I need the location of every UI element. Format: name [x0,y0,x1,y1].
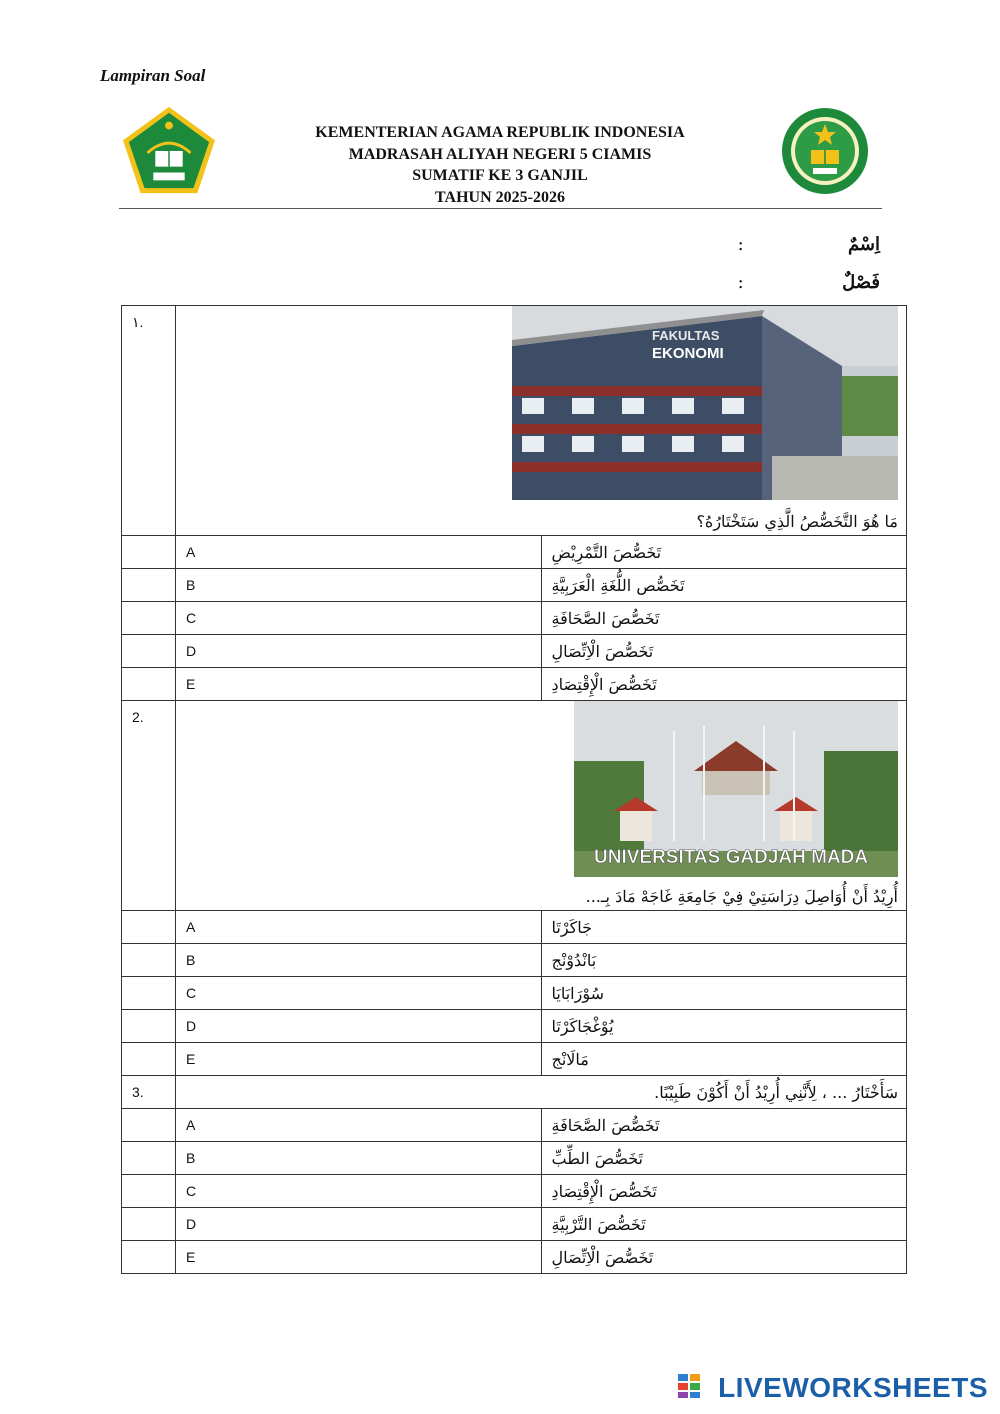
option-row[interactable] [122,1241,907,1274]
class-row [620,272,880,293]
header-exam: SUMATIF KE 3 GANJIL [412,167,588,184]
question-3-row [122,1076,907,1109]
option-row[interactable] [122,1109,907,1142]
question-2-stem-cell [176,701,907,911]
option-letter: B [176,1142,542,1175]
name-row [620,234,880,255]
photo-sign-ekonomi: EKONOMI [652,345,724,362]
option-letter: D [176,1010,542,1043]
option-letter: C [176,977,542,1010]
header-school: MADRASAH ALIYAH NEGERI 5 CIAMIS [348,145,652,163]
question-number: 2. [122,701,176,911]
name-colon: : [737,234,744,255]
option-row[interactable] [122,1010,907,1043]
header-divider [119,208,882,209]
option-letter: E [176,668,542,701]
question-1-stem-cell [176,306,907,536]
option-row[interactable] [122,1208,907,1241]
photo-sign-fakultas: FAKULTAS [652,328,720,343]
name-label: اِسْمٌ [847,234,880,255]
question-1-row [122,306,907,536]
question-number: ١. [122,306,176,536]
header-year: TAHUN 2025-2026 [435,188,565,206]
class-label: فَصْلٌ [842,272,880,293]
option-row[interactable] [122,1175,907,1208]
option-letter: C [176,1175,542,1208]
option-text[interactable]: تَخَصُّصَ الْإِقْتِصَادِ [541,1175,907,1208]
option-letter: D [176,1208,542,1241]
option-row[interactable] [122,1142,907,1175]
option-text[interactable]: تَخَصُّصَ التَّمْرِيْضِ [541,536,907,569]
questions-table [121,305,907,1274]
option-text[interactable]: تَخَصُّصَ التَّرْبِيَّةِ [541,1208,907,1241]
option-letter: A [176,911,542,944]
option-text[interactable]: تَخَصُّصَ الطِّبِّ [541,1142,907,1175]
option-text[interactable]: تَخَصُّصَ الصَّحَافَةِ [541,1109,907,1142]
option-row[interactable] [122,602,907,635]
question-number: 3. [122,1076,176,1109]
option-letter: B [176,569,542,602]
question-stem: أُرِيْدُ أَنْ أُوَاصِلَ دِرَاسَتِيْ فِيْ جَامِعَةِ غَاجَهْ مَادَ بِـ... [585,887,898,906]
class-colon: : [737,272,744,293]
option-text[interactable]: تَخَصُّصَ الْاِتِّصَالِ [541,635,907,668]
option-row[interactable] [122,944,907,977]
question-stem: سَأَخْتَارُ ... ، لِأَنَّنِي أُرِيْدُ أَنْ أَكُوْنَ طَبِيْبًا. [654,1083,898,1102]
header-ministry: KEMENTERIAN AGAMA REPUBLIK INDONESIA [315,124,685,141]
lampiran-label: Lampiran Soal [100,66,206,85]
option-text[interactable]: جَاكَرْتَا [541,911,907,944]
option-text[interactable]: تَخَصُّصَ الْاِتِّصَالِ [541,1241,907,1274]
option-text[interactable]: تَخَصُّصَ الصَّحَافَةِ [541,602,907,635]
kemenag-logo-icon [120,104,218,196]
faculty-building-photo [512,306,898,500]
ugm-campus-photo [574,701,898,877]
option-row[interactable] [122,1043,907,1076]
option-text[interactable]: مَالَانْج [541,1043,907,1076]
liveworksheets-brand[interactable]: LIVEWORKSHEETS [718,1372,988,1403]
document-header [250,122,750,208]
option-row[interactable] [122,911,907,944]
option-letter: E [176,1043,542,1076]
liveworksheets-icon [678,1374,700,1398]
question-stem: مَا هُوَ التَّخَصُّصُ الَّذِي سَتَخْتَارُهُ؟ [696,512,898,531]
option-letter: E [176,1241,542,1274]
option-text[interactable]: يُوْغْجَاكَرْتَا [541,1010,907,1043]
question-2-row [122,701,907,911]
option-text[interactable]: تَخَصُّص اللُّغَةِ الْعَرَبِيَّةِ [541,569,907,602]
school-seal-icon [780,106,870,196]
option-row[interactable] [122,977,907,1010]
option-text[interactable]: تَخَصُّصَ الْإِقْتِصَادِ [541,668,907,701]
option-row[interactable] [122,536,907,569]
question-3-stem-cell [176,1076,907,1109]
option-row[interactable] [122,668,907,701]
option-text[interactable]: سُوْرَابَايَا [541,977,907,1010]
photo-sign-ugm: UNIVERSITAS GADJAH MADA [594,847,869,868]
option-letter: A [176,536,542,569]
option-row[interactable] [122,569,907,602]
option-row[interactable] [122,635,907,668]
option-letter: B [176,944,542,977]
option-letter: C [176,602,542,635]
option-text[interactable]: بَانْدُوْنْج [541,944,907,977]
option-letter: A [176,1109,542,1142]
option-letter: D [176,635,542,668]
